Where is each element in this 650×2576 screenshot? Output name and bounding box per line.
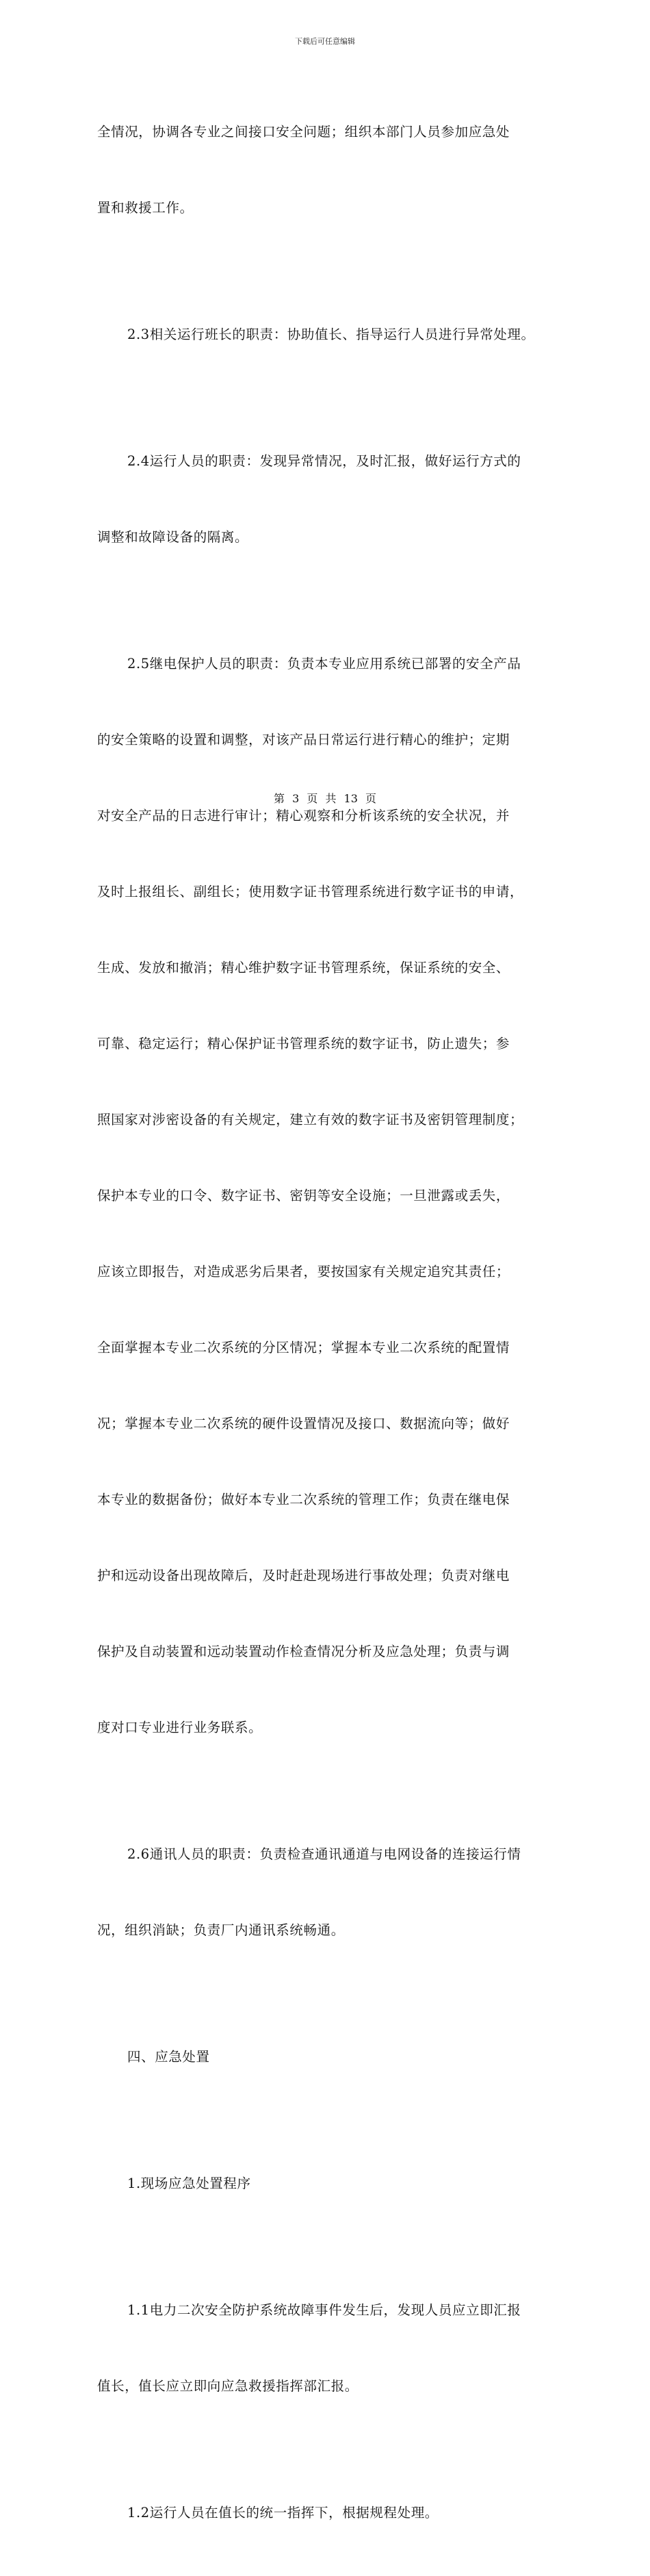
text-line: 护和远动设备出现故障后，及时赶赴现场进行事故处理；负责对继电 bbox=[97, 1568, 510, 1583]
paragraph-2-5 bbox=[97, 600, 569, 1791]
text-line: 置和救援工作。 bbox=[97, 200, 194, 216]
text-line: 全情况，协调各专业之间接口安全问题；组织本部门人员参加应急处 bbox=[97, 124, 510, 140]
text-line: 度对口专业进行业务联系。 bbox=[97, 1720, 263, 1735]
text-line: 保护及自动装置和远动装置动作检查情况分析及应急处理；负责与调 bbox=[97, 1644, 510, 1659]
text-line: 2.5继电保护人员的职责：负责本专业应用系统已部署的安全产品 bbox=[127, 656, 521, 672]
text-line: 照国家对涉密设备的有关规定，建立有效的数字证书及密钥管理制度； bbox=[97, 1112, 524, 1127]
paragraph-2-6 bbox=[97, 1791, 569, 1993]
text-line: 值长，值长应立即向应急救援指挥部汇报。 bbox=[97, 2378, 359, 2394]
subheading-procedure bbox=[97, 2120, 569, 2247]
text-line: 本专业的数据备份；做好本专业二次系统的管理工作；负责在继电保 bbox=[97, 1492, 510, 1507]
paragraph-1-2 bbox=[97, 2449, 569, 2576]
text-line: 保护本专业的口令、数字证书、密钥等安全设施；一旦泄露或丢失， bbox=[97, 1188, 510, 1203]
paragraph-1 bbox=[97, 68, 569, 271]
text-line: 2.6通讯人员的职责：负责检查通讯通道与电网设备的连接运行情 bbox=[127, 1846, 521, 1862]
text-line: 2.4运行人员的职责：发现异常情况，及时汇报，做好运行方式的 bbox=[127, 453, 521, 469]
page-header: 下载后可任意编辑 bbox=[295, 37, 355, 46]
paragraph-2-3 bbox=[97, 271, 569, 398]
text-line: 全面掌握本专业二次系统的分区情况；掌握本专业二次系统的配置情 bbox=[97, 1340, 510, 1355]
text-line: 可靠、稳定运行；精心保护证书管理系统的数字证书，防止遗失；参 bbox=[97, 1036, 510, 1051]
page-number: 第 3 页 共 13 页 bbox=[274, 792, 376, 805]
text-line: 调整和故障设备的隔离。 bbox=[97, 529, 249, 545]
document-body bbox=[97, 68, 569, 2576]
text-line: 况，组织消缺；负责厂内通讯系统畅通。 bbox=[97, 1922, 345, 1938]
section-heading-emergency bbox=[97, 1993, 569, 2120]
text-line: 应该立即报告，对造成恶劣后果者，要按国家有关规定追究其责任； bbox=[97, 1264, 510, 1279]
text-line: 的安全策略的设置和调整，对该产品日常运行进行精心的维护；定期 bbox=[97, 732, 510, 748]
text-line: 2.3相关运行班长的职责：协助值长、指导运行人员进行异常处理。 bbox=[127, 327, 535, 342]
text-line: 况；掌握本专业二次系统的硬件设置情况及接口、数据流向等；做好 bbox=[97, 1416, 510, 1431]
paragraph-1-1 bbox=[97, 2247, 569, 2449]
text-line: 及时上报组长、副组长；使用数字证书管理系统进行数字证书的申请， bbox=[97, 884, 524, 900]
text-line: 1.1电力二次安全防护系统故障事件发生后，发现人员应立即汇报 bbox=[127, 2302, 521, 2318]
text-line: 生成、发放和撤消；精心维护数字证书管理系统，保证系统的安全、 bbox=[97, 960, 510, 975]
text-line: 1.现场应急处置程序 bbox=[127, 2176, 251, 2191]
text-line: 1.2运行人员在值长的统一指挥下，根据规程处理。 bbox=[127, 2505, 439, 2521]
text-line: 对安全产品的日志进行审计；精心观察和分析该系统的安全状况，并 bbox=[97, 808, 510, 824]
text-line: 四、应急处置 bbox=[127, 2049, 210, 2065]
paragraph-2-4 bbox=[97, 398, 569, 600]
